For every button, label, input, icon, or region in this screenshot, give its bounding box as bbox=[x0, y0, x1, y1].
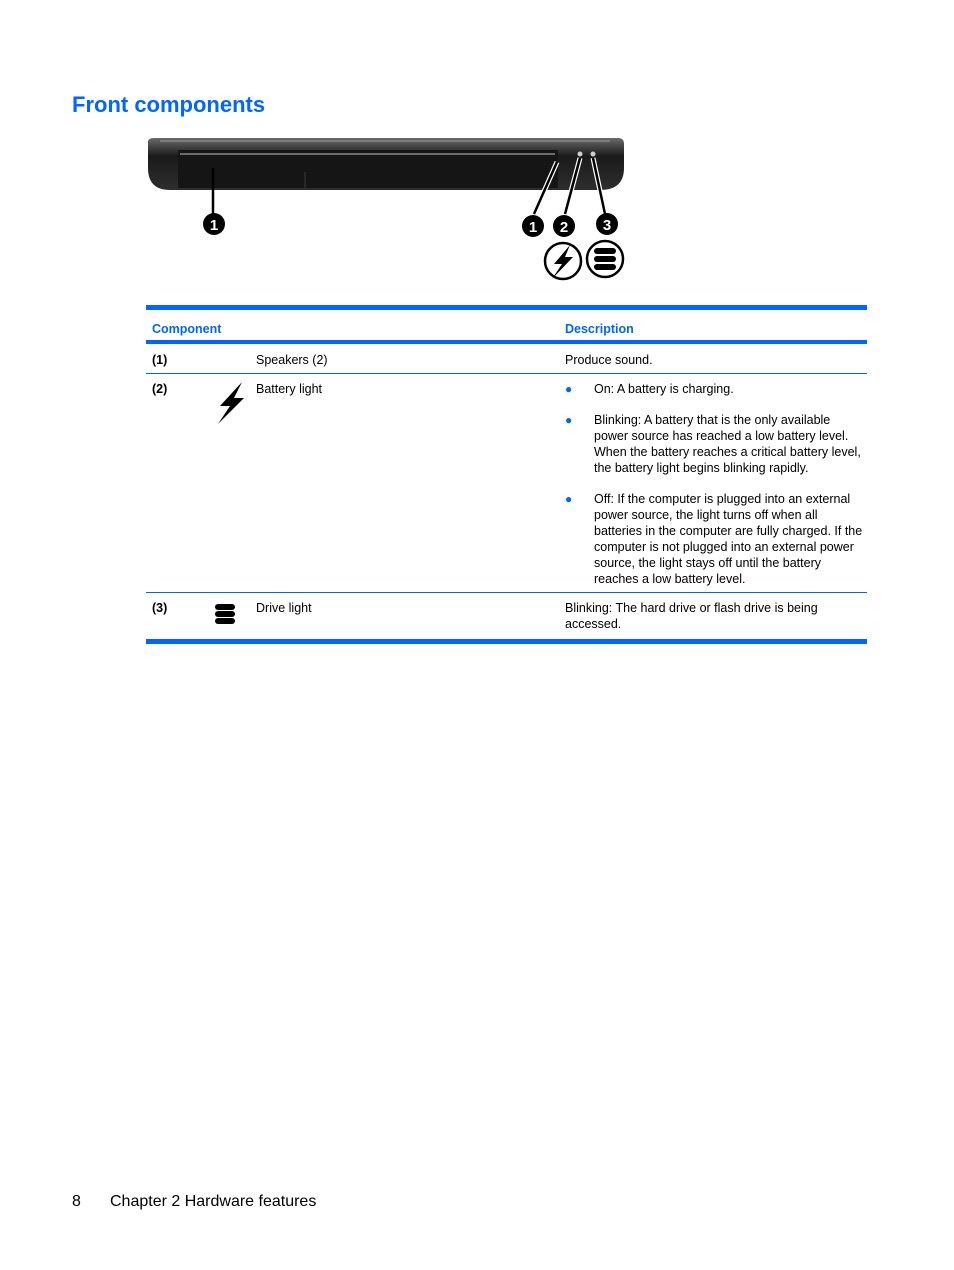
table-row-battery-light bbox=[146, 374, 867, 593]
drive-light-icon bbox=[587, 241, 623, 277]
callout-3 bbox=[596, 213, 618, 235]
callout-1-left bbox=[203, 213, 225, 235]
table-row-speakers bbox=[146, 344, 867, 374]
component-name: Drive light bbox=[256, 601, 312, 615]
component-name: Battery light bbox=[256, 382, 323, 396]
table-header bbox=[146, 310, 867, 344]
bullet-text: On: A battery is charging. bbox=[594, 382, 734, 396]
component-description: Produce sound. bbox=[565, 353, 653, 367]
battery-light-states bbox=[565, 381, 865, 587]
row-number: (2) bbox=[152, 382, 168, 396]
bullet-icon: ● bbox=[565, 382, 573, 396]
bullet-text: Off: If the computer is plugged into an external power source, the light turns off when all batteries in the computer are fully charged. If the computer is not plugged into an external power source, the light stays off until the battery reaches a low battery level. bbox=[594, 492, 863, 586]
laptop-front-illustration bbox=[140, 132, 640, 292]
components-table bbox=[146, 305, 867, 644]
callout-2 bbox=[553, 215, 575, 237]
row-number: (3) bbox=[152, 601, 168, 615]
header-component: Component bbox=[152, 322, 222, 336]
chapter-title: Chapter 2 Hardware features bbox=[110, 1193, 317, 1210]
lightning-bolt-icon bbox=[216, 382, 246, 424]
component-name: Speakers (2) bbox=[256, 353, 328, 367]
page-number: 8 bbox=[72, 1193, 81, 1210]
list-item bbox=[565, 381, 865, 397]
callout-1-right bbox=[522, 215, 544, 237]
list-item bbox=[565, 491, 865, 587]
table-bottom-rule bbox=[146, 639, 867, 644]
bullet-icon: ● bbox=[565, 413, 573, 427]
row-number: (1) bbox=[152, 353, 168, 367]
laptop-body bbox=[148, 138, 624, 190]
bullet-text: Blinking: A battery that is the only available power source has reached a low battery level. When the battery reaches a critical battery level, the battery light begins blinking rapidly. bbox=[594, 413, 861, 475]
drive-stack-icon bbox=[214, 603, 236, 625]
component-description: Blinking: The hard drive or flash drive is being accessed. bbox=[565, 601, 818, 631]
section-title: Front components bbox=[72, 92, 266, 117]
list-item bbox=[565, 412, 865, 476]
callout-label: 2 bbox=[559, 219, 569, 236]
header-description: Description bbox=[565, 322, 634, 336]
callout-label: 1 bbox=[209, 217, 219, 234]
battery-light-icon bbox=[545, 243, 581, 279]
callout-label: 1 bbox=[528, 219, 538, 236]
callout-label: 3 bbox=[602, 217, 612, 234]
bullet-icon: ● bbox=[565, 492, 573, 506]
table-row-drive-light bbox=[146, 593, 867, 639]
